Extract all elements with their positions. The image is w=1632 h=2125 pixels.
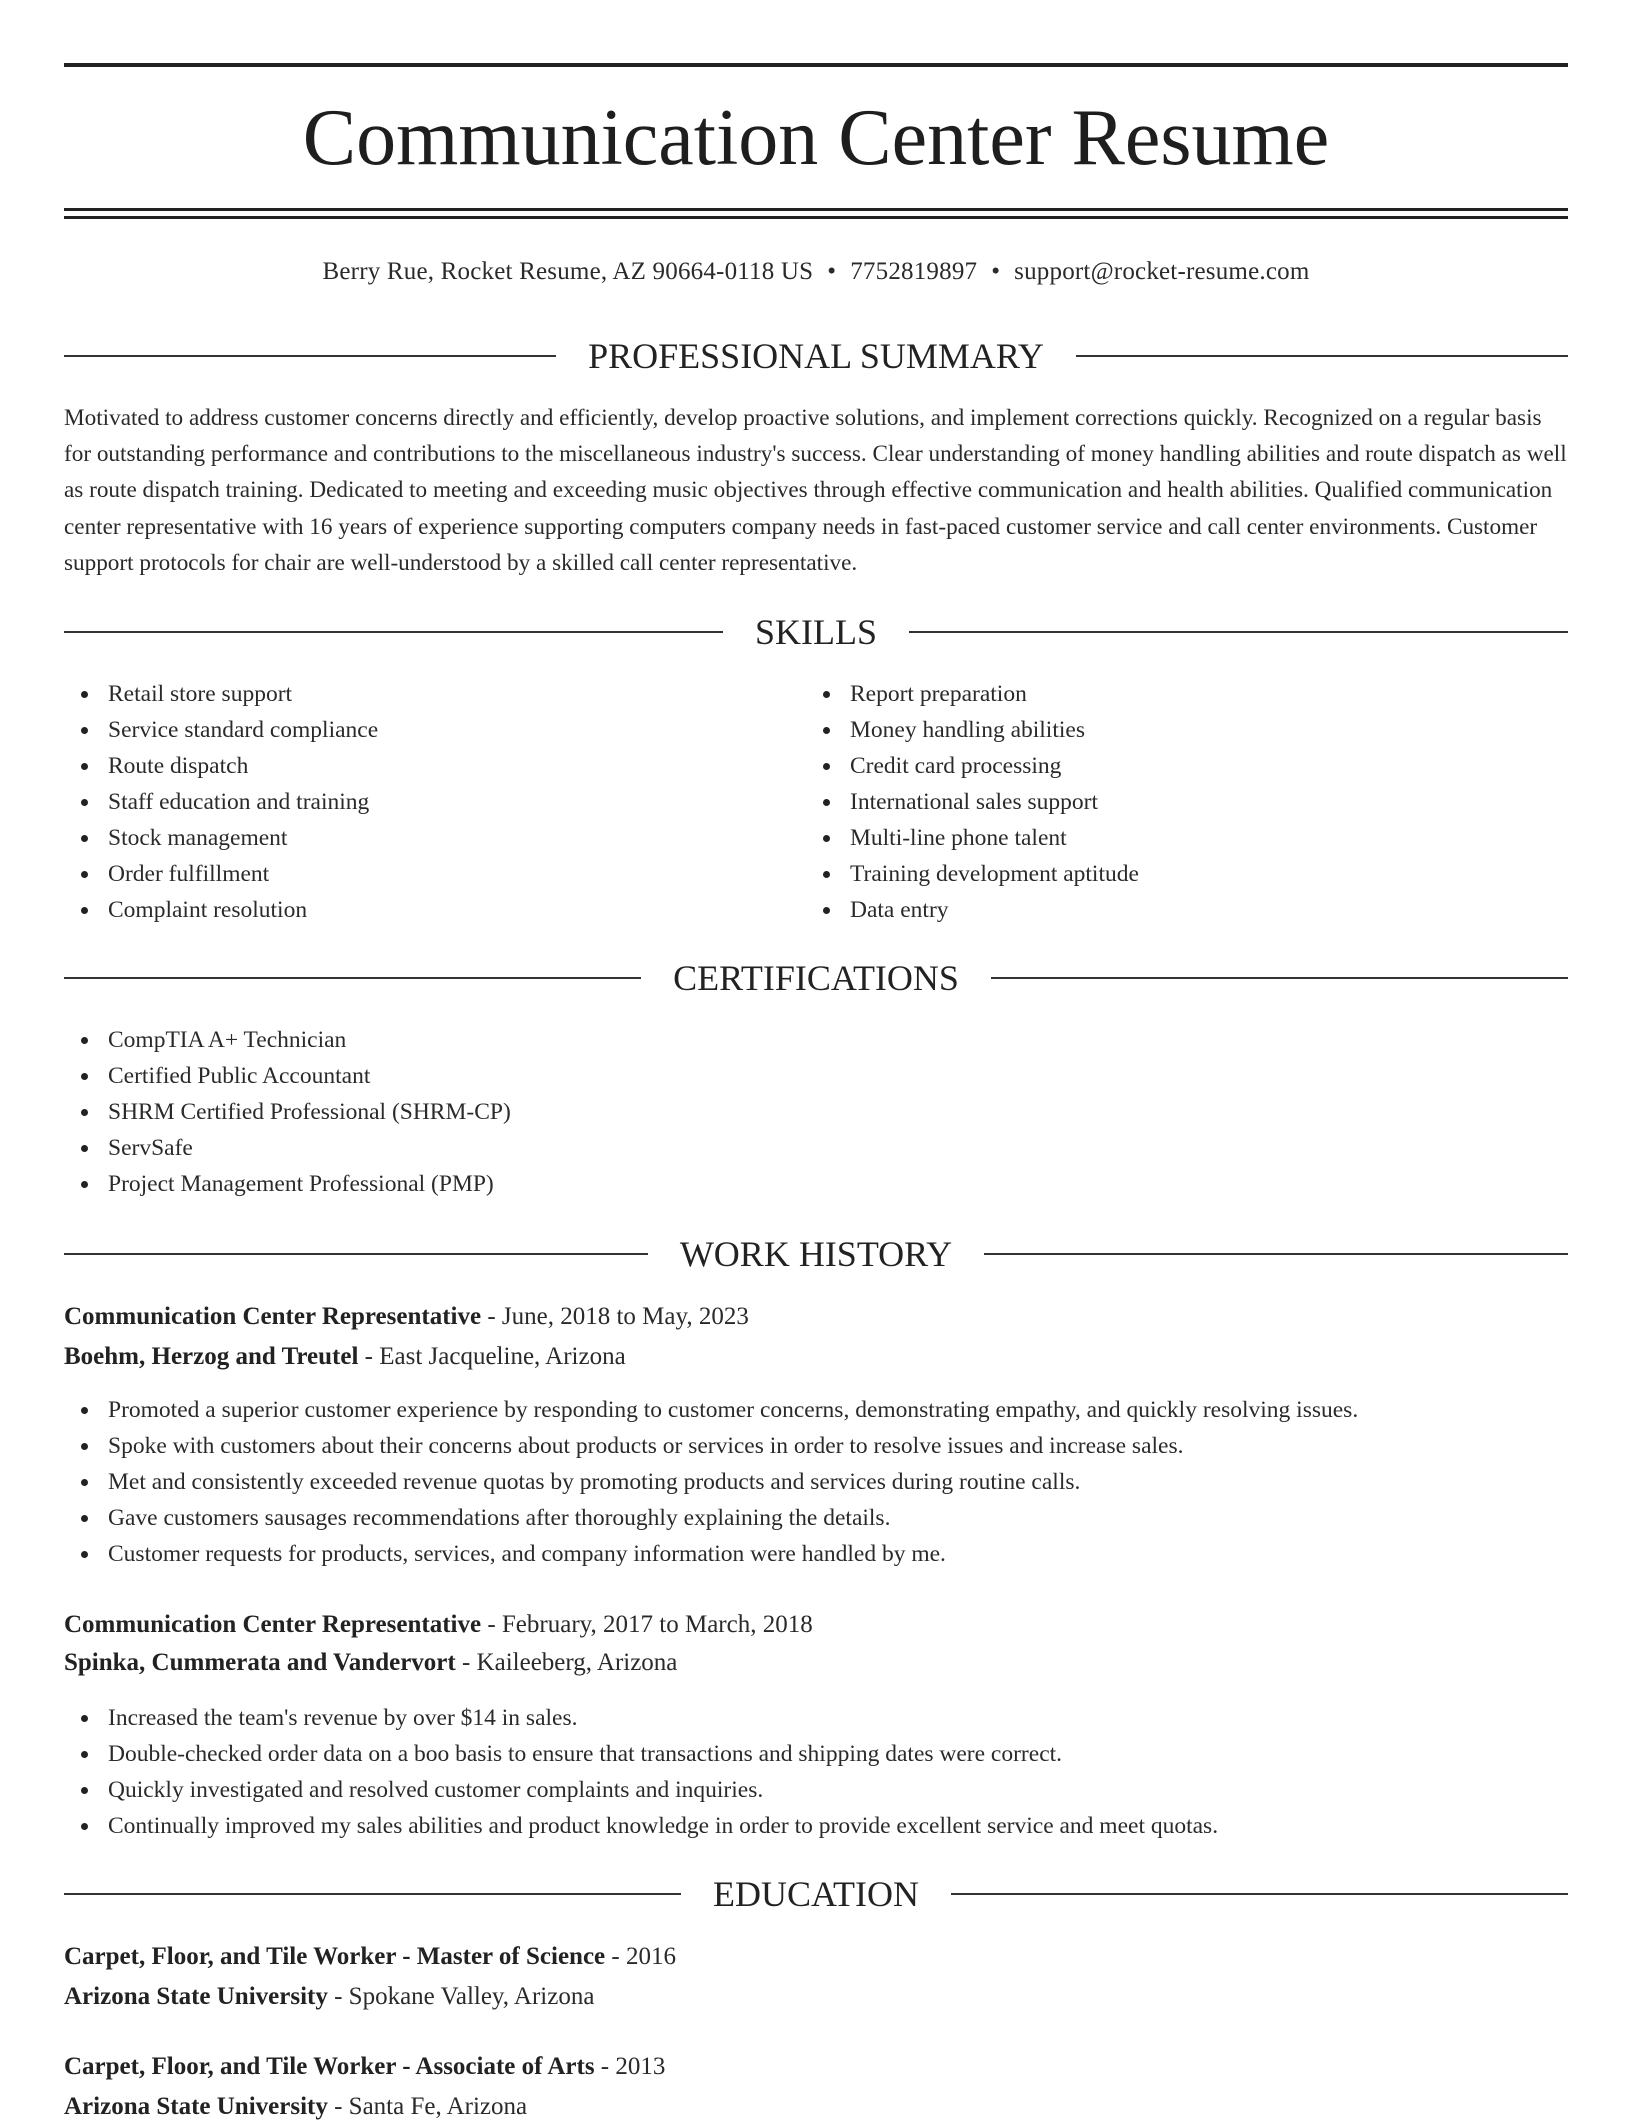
divider-line (64, 1893, 681, 1895)
title-rule-lower (64, 216, 1568, 219)
job-role: Communication Center Representative (64, 1303, 482, 1330)
education-location: - Spokane Valley, Arizona (327, 1983, 595, 2010)
job-title-line (64, 1299, 1568, 1335)
job-bullets (64, 1700, 1218, 1844)
job-bullets (64, 1392, 1358, 1572)
list-item: Staff education and training (64, 784, 378, 820)
list-item: Project Management Professional (PMP) (64, 1166, 511, 1202)
divider-line (64, 1253, 648, 1255)
list-item: Training development aptitude (806, 856, 1139, 892)
list-item: Data entry (806, 892, 1139, 928)
education-year: - 2013 (594, 2053, 666, 2080)
section-header-summary (64, 334, 1568, 378)
list-item: Stock management (64, 820, 378, 856)
job-title-line (64, 1607, 1568, 1643)
section-header-skills (64, 610, 1568, 654)
section-title: WORK HISTORY (679, 1234, 953, 1274)
section-title: CERTIFICATIONS (673, 958, 959, 998)
divider-line (64, 631, 723, 633)
divider-line (1076, 355, 1568, 357)
list-item: CompTIA A+ Technician (64, 1022, 511, 1058)
education-degree-line (64, 1939, 1568, 1975)
skills-list-left (64, 676, 378, 928)
top-rule (64, 63, 1568, 67)
list-item: SHRM Certified Professional (SHRM-CP) (64, 1094, 511, 1130)
contact-address: Berry Rue, Rocket Resume, AZ 90664-0118 US (322, 258, 814, 285)
contact-phone: 7752819897 (850, 258, 978, 285)
education-degree: Carpet, Floor, and Tile Worker - Associate of Arts (64, 2053, 595, 2080)
list-item: Complaint resolution (64, 892, 378, 928)
contact-line (64, 254, 1568, 290)
page-title: Communication Center Resume (302, 94, 1330, 182)
section-header-education (64, 1872, 1568, 1916)
education-degree-line (64, 2049, 1568, 2085)
section-title: SKILLS (755, 612, 878, 652)
list-item: Route dispatch (64, 748, 378, 784)
list-item: Promoted a superior customer experience by responding to customer concerns, demonstrating empathy, and quickly resolving issues. (64, 1392, 1358, 1428)
job-company: Boehm, Herzog and Treutel (64, 1343, 359, 1370)
list-item: Met and consistently exceeded revenue quotas by promoting products and services during routine calls. (64, 1464, 1358, 1500)
list-item: ServSafe (64, 1130, 511, 1166)
contact-separator: • (827, 258, 837, 285)
job-company-line (64, 1645, 1568, 1681)
divider-line (991, 977, 1568, 979)
list-item: Multi-line phone talent (806, 820, 1139, 856)
summary-paragraph: Motivated to address customer concerns directly and efficiently, develop proactive solutions, and implement corrections quickly. Recognized on a regular basis for outstanding performance and contributions to the miscellaneous industry's success. Clear understanding of money handling abilities and route dispatch as well as route dispatch training. Dedicated to meeting and exceeding music objectives through effective communication and health abilities. Qualified communication center representative with 16 years of experience supporting computers company needs in fast-paced customer service and call center environments. Customer support protocols for chair are well-understood by a skilled call center representative. (64, 405, 1567, 576)
list-item: Service standard compliance (64, 712, 378, 748)
list-item: Increased the team's revenue by over $14 in sales. (64, 1700, 1218, 1736)
list-item: Retail store support (64, 676, 378, 712)
job-role: Communication Center Representative (64, 1611, 482, 1638)
section-header-work-history (64, 1232, 1568, 1276)
section-title: EDUCATION (713, 1874, 919, 1914)
education-school-line (64, 2089, 1568, 2125)
list-item: Report preparation (806, 676, 1139, 712)
education-degree: Carpet, Floor, and Tile Worker - Master of Science (64, 1943, 606, 1970)
list-item: Quickly investigated and resolved customer complaints and inquiries. (64, 1772, 1218, 1808)
job-dates: - February, 2017 to March, 2018 (481, 1611, 813, 1638)
contact-separator: • (991, 258, 1001, 285)
certifications-list (64, 1022, 511, 1202)
education-school-line (64, 1979, 1568, 2015)
job-company-line (64, 1339, 1568, 1375)
list-item: Double-checked order data on a boo basis to ensure that transactions and shipping dates were correct. (64, 1736, 1218, 1772)
section-header-certifications (64, 956, 1568, 1000)
list-item: Continually improved my sales abilities and product knowledge in order to provide excellent service and meet quotas. (64, 1808, 1218, 1844)
list-item: International sales support (806, 784, 1139, 820)
section-title: PROFESSIONAL SUMMARY (588, 336, 1044, 376)
list-item: Spoke with customers about their concerns about products or services in order to resolve issues and increase sales. (64, 1428, 1358, 1464)
list-item: Customer requests for products, services, and company information were handled by me. (64, 1536, 1358, 1572)
education-school: Arizona State University (64, 2093, 328, 2120)
divider-line (984, 1253, 1568, 1255)
education-school: Arizona State University (64, 1983, 328, 2010)
education-location: - Santa Fe, Arizona (327, 2093, 528, 2120)
job-company: Spinka, Cummerata and Vandervort (64, 1649, 456, 1676)
job-dates: - June, 2018 to May, 2023 (481, 1303, 749, 1330)
contact-email: support@rocket-resume.com (1014, 258, 1310, 285)
job-location: - Kaileeberg, Arizona (455, 1649, 678, 1676)
list-item: Credit card processing (806, 748, 1139, 784)
list-item: Order fulfillment (64, 856, 378, 892)
list-item: Certified Public Accountant (64, 1058, 511, 1094)
list-item: Money handling abilities (806, 712, 1139, 748)
skills-list-right (806, 676, 1139, 928)
education-year: - 2016 (605, 1943, 676, 1970)
divider-line (64, 977, 641, 979)
title-rule-upper (64, 208, 1568, 211)
job-location: - East Jacqueline, Arizona (358, 1343, 626, 1370)
list-item: Gave customers sausages recommendations after thoroughly explaining the details. (64, 1500, 1358, 1536)
divider-line (951, 1893, 1568, 1895)
divider-line (909, 631, 1568, 633)
divider-line (64, 355, 556, 357)
